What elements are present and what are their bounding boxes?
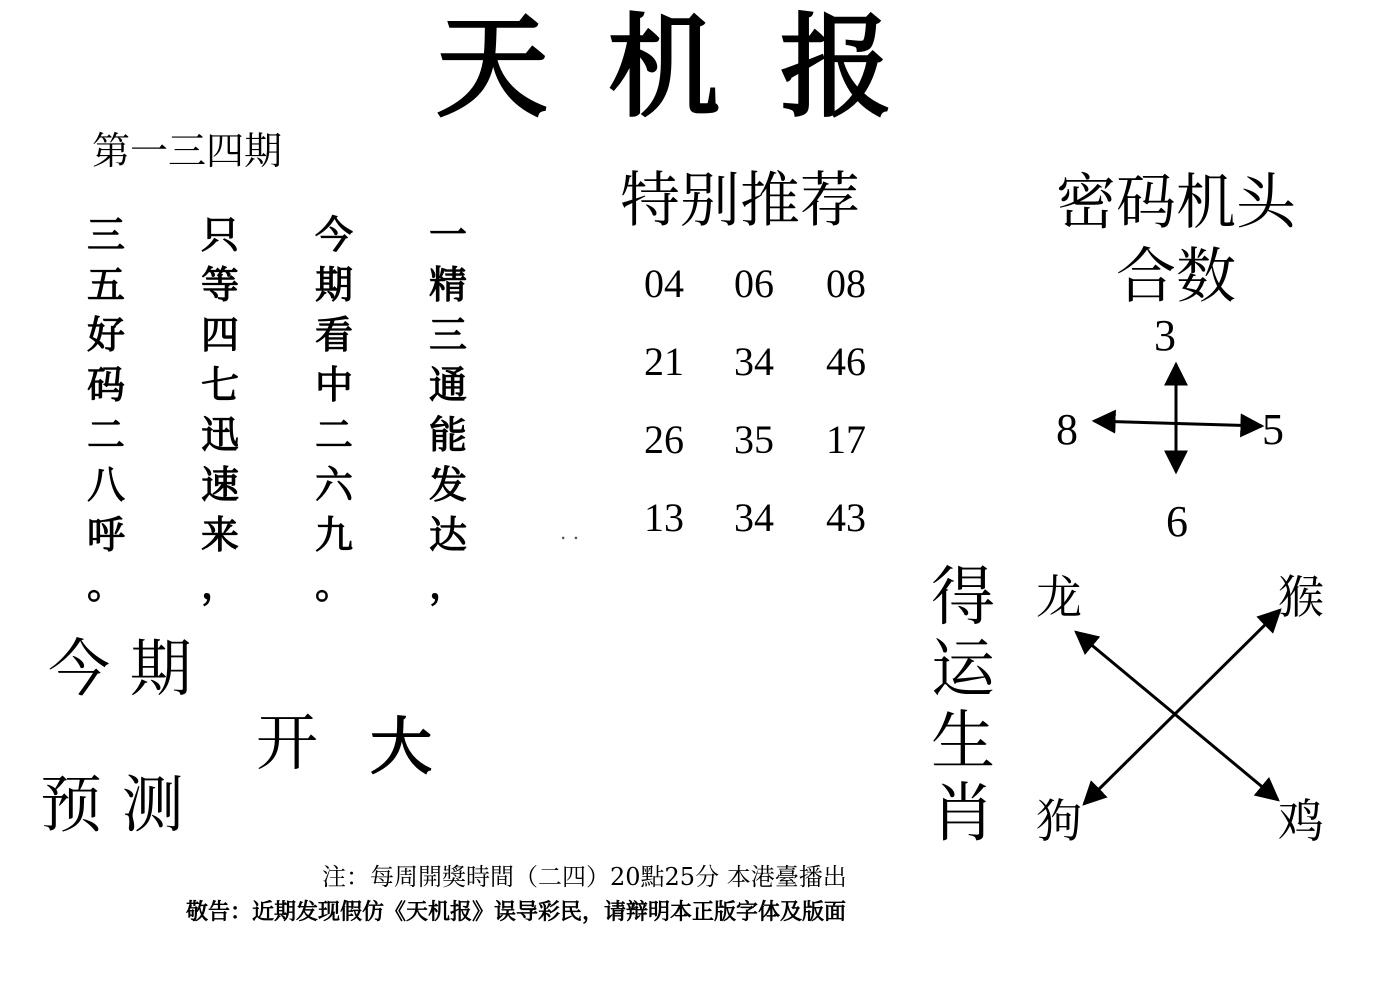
code-right-value: 5 [1262, 405, 1284, 454]
poem-char: 二 [86, 413, 125, 457]
lucky-title-char: 得 [931, 561, 995, 635]
zodiac-rooster: 鸡 [1278, 794, 1324, 848]
poem-char: 三 [86, 213, 125, 257]
lucky-title-char: 生 [931, 705, 995, 779]
forecast-label-this-issue: 今 期 [48, 632, 192, 705]
poem-char: 能 [428, 413, 467, 457]
code-left-value: 8 [1056, 405, 1078, 454]
zodiac-dog: 狗 [1036, 794, 1082, 848]
special-recommend-title: 特别推荐 [620, 166, 860, 236]
poem-char: 九 [314, 513, 353, 557]
horizontal-arrow [1094, 421, 1262, 426]
poem-char: 期 [314, 263, 353, 307]
poem-char: 达 [428, 513, 467, 557]
diagonal-arrow-dragon-rooster [1076, 632, 1278, 800]
poem-punct: ， [428, 563, 467, 607]
poem-char: 六 [314, 463, 353, 507]
forecast-label-predict: 预 测 [40, 768, 184, 841]
poem-punct: 。 [314, 563, 353, 607]
code-down-value: 6 [1166, 497, 1188, 546]
zodiac-monkey: 猴 [1278, 570, 1324, 624]
poem-char: 今 [314, 213, 353, 257]
number-cell: 06 [734, 261, 774, 306]
forecast-verdict-big: 大 [370, 710, 433, 783]
poem-char: 精 [428, 263, 467, 307]
poem-char: 来 [200, 513, 239, 557]
poem-char: 八 [86, 463, 125, 507]
diagonal-arrow-monkey-dog [1084, 610, 1280, 804]
number-cell: 04 [644, 261, 684, 306]
lucky-title-char: 肖 [931, 777, 995, 851]
counterfeit-warning: 敬告：近期发现假仿《天机报》误导彩民，请辩明本正版字体及版面 [186, 900, 847, 925]
poem-char: 二 [314, 413, 353, 457]
number-cell: 13 [644, 495, 684, 540]
number-cell: 35 [734, 417, 774, 462]
number-cell: 34 [734, 495, 774, 540]
number-cell: 46 [826, 339, 866, 384]
separator-dots: . . [560, 520, 580, 544]
number-cell: 34 [734, 339, 774, 384]
poem-char: 三 [428, 313, 467, 357]
number-cell: 26 [644, 417, 684, 462]
poem-char: 码 [86, 363, 125, 407]
poem-char: 七 [200, 363, 239, 407]
poem-char: 迅 [200, 413, 239, 457]
broadcast-note: 注：每周開獎時間（二四）20點25分 本港臺播出 [322, 863, 847, 891]
newspaper-title: 天机报 [436, 2, 952, 133]
number-cell: 17 [826, 417, 866, 462]
poem-char: 看 [314, 313, 353, 357]
poem-char: 中 [314, 363, 353, 407]
code-up-value: 3 [1154, 311, 1176, 360]
lucky-title-char: 运 [931, 633, 995, 707]
lucky-zodiac-title [930, 562, 996, 850]
zodiac-dragon: 龙 [1036, 570, 1082, 624]
poem-char: 一 [428, 213, 467, 257]
forecast-verdict-open: 开 [256, 706, 319, 779]
number-cell: 08 [826, 261, 866, 306]
poem-char: 只 [200, 213, 239, 257]
poem-char: 等 [200, 263, 239, 307]
poem-char: 速 [200, 463, 239, 507]
poem-char: 好 [86, 313, 125, 357]
poem-char: 五 [86, 263, 125, 307]
code-title-line2: 合数 [1116, 242, 1236, 312]
number-cell: 21 [644, 339, 684, 384]
poem-punct: ， [200, 563, 239, 607]
poem-char: 通 [428, 363, 467, 407]
poem-punct: 。 [86, 563, 125, 607]
number-cell: 43 [826, 495, 866, 540]
code-title-line1: 密码机头 [1056, 168, 1296, 238]
poem-char: 发 [428, 463, 467, 507]
issue-number: 第一三四期 [92, 129, 283, 173]
poem-char: 呼 [86, 513, 125, 557]
poem-char: 四 [200, 313, 239, 357]
